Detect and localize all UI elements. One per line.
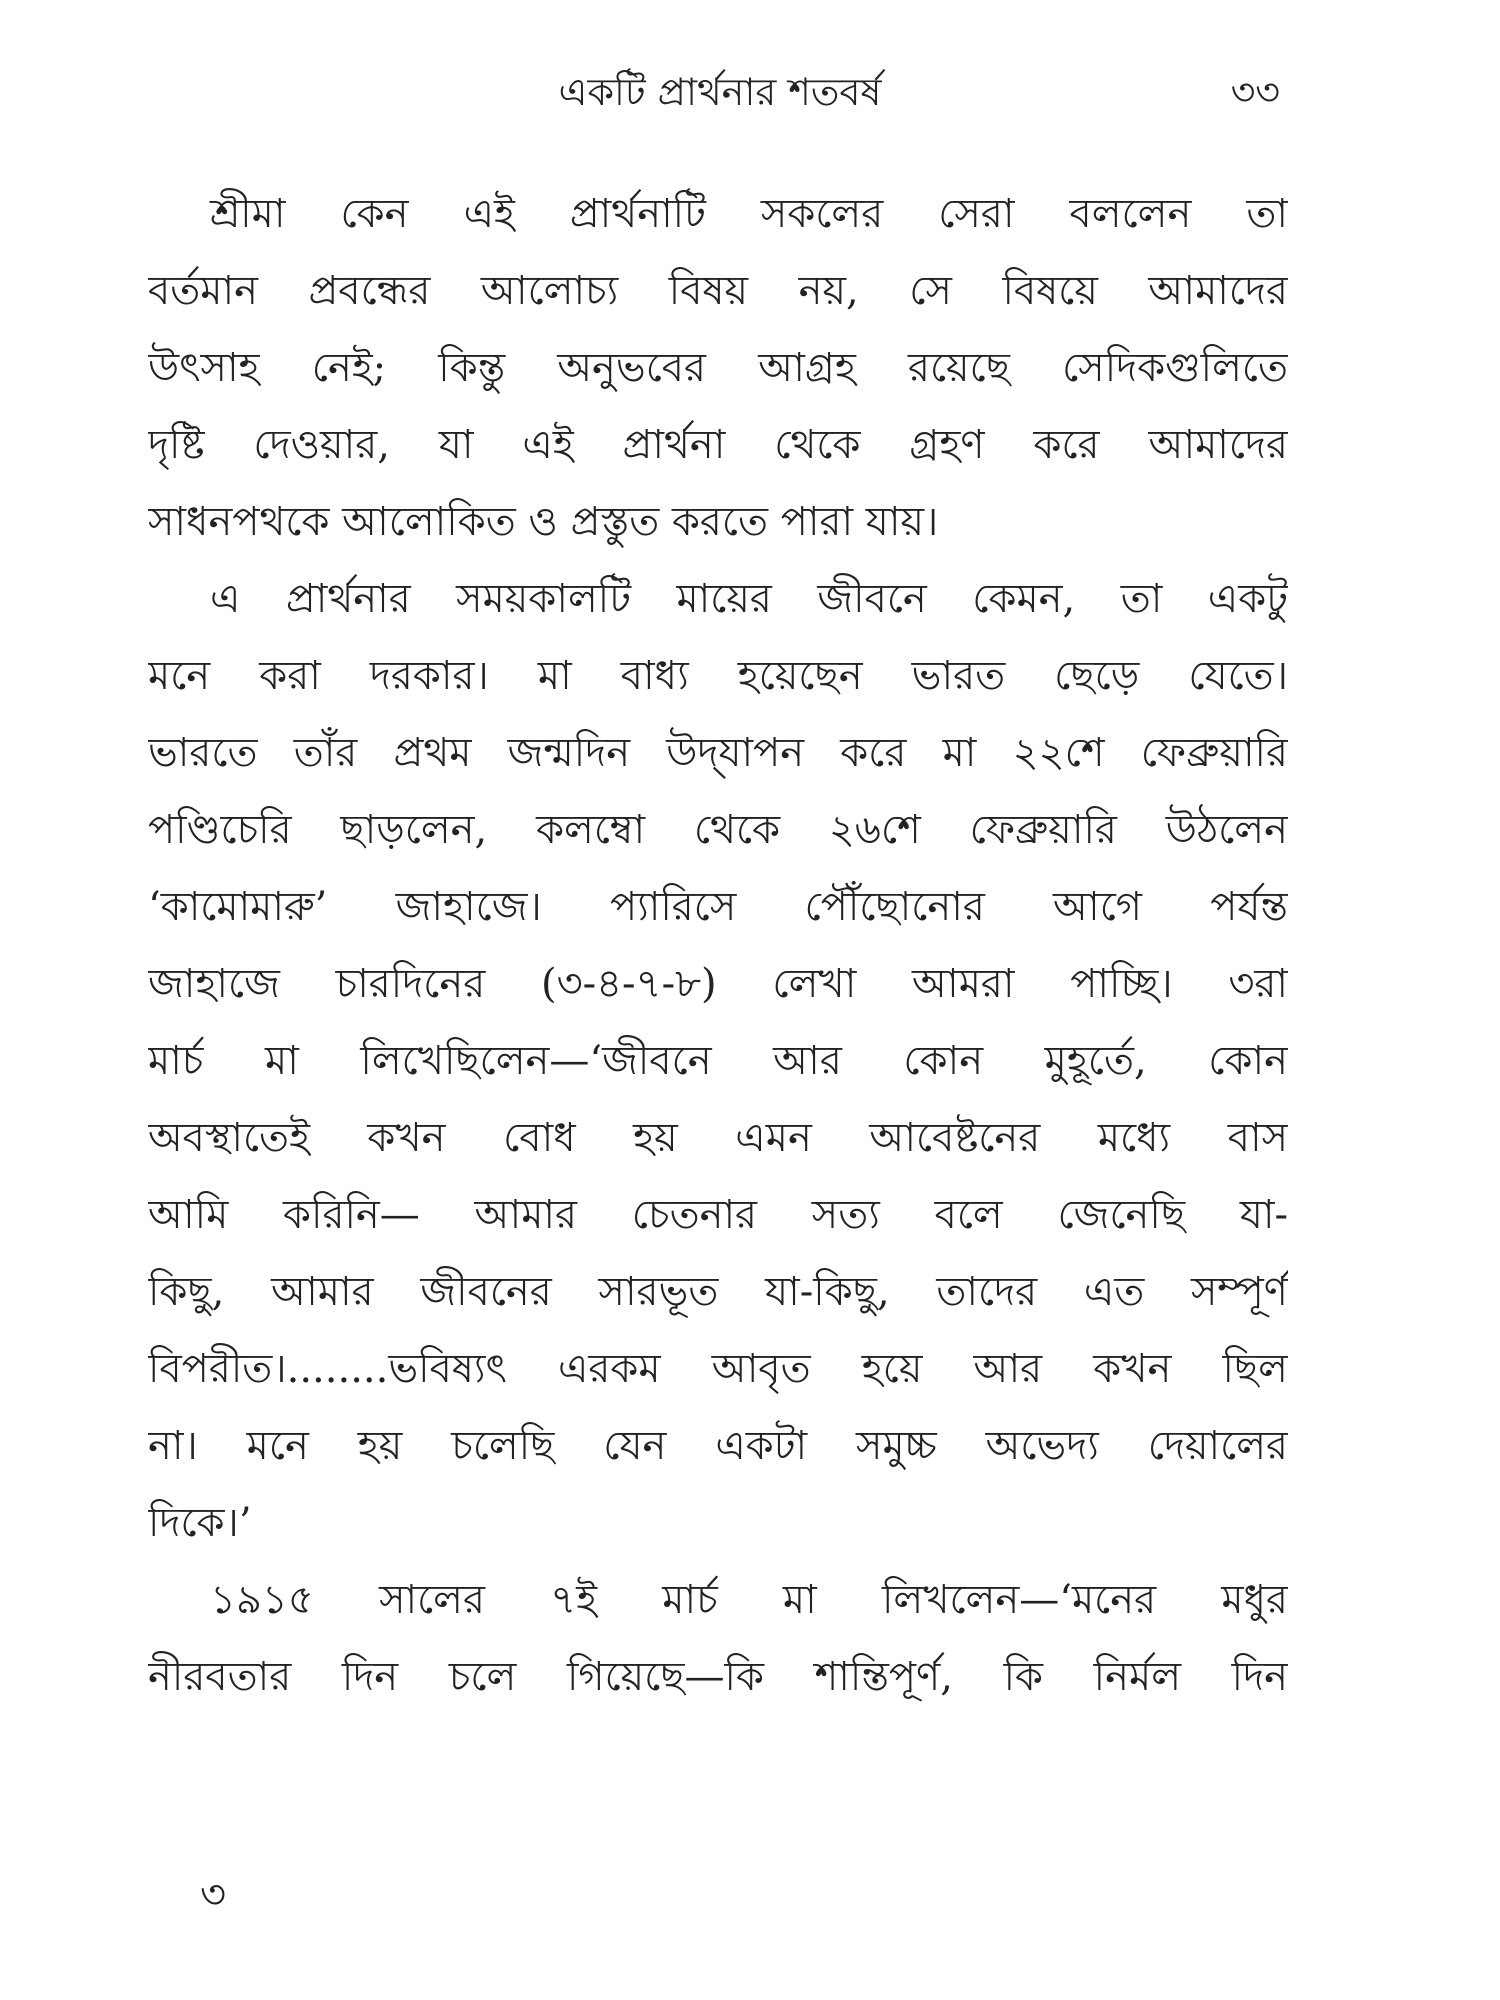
- text-line: কিছু, আমার জীবনের সারভূত যা-কিছু, তাদের এত সম্পূর্ণ: [148, 1269, 1288, 1315]
- text-line: আমি করিনি— আমার চেতনার সত্য বলে জেনেছি যা-: [148, 1192, 1288, 1238]
- signature-mark: ৩: [200, 1872, 227, 1918]
- page-number: ৩৩: [1230, 70, 1280, 114]
- text-line: মার্চ মা লিখেছিলেন—‘জীবনে আর কোন মুহূর্তে, কোন: [148, 1038, 1288, 1084]
- paragraph-1: [148, 176, 1288, 561]
- text-line: পণ্ডিচেরি ছাড়লেন, কলম্বো থেকে ২৬শে ফেব্রুয়ারি উঠলেন: [148, 807, 1288, 853]
- text-line: নীরবতার দিন চলে গিয়েছে—কি শান্তিপূর্ণ, কি নির্মল দিন: [148, 1654, 1288, 1700]
- text-line: এ প্রার্থনার সময়কালটি মায়ের জীবনে কেমন, তা একটু: [210, 576, 1288, 622]
- text-line: না। মনে হয় চলেছি যেন একটা সমুচ্চ অভেদ্য দেয়ালের: [148, 1423, 1288, 1469]
- text-line: উৎসাহ নেই; কিন্তু অনুভবের আগ্রহ রয়েছে সেদিকগুলিতে: [148, 345, 1288, 391]
- text-line: জাহাজে চারদিনের (৩-৪-৭-৮) লেখা আমরা পাচ্ছি। ৩রা: [148, 961, 1288, 1007]
- text-line: ১৯১৫ সালের ৭ই মার্চ মা লিখলেন—‘মনের মধুর: [210, 1577, 1288, 1623]
- body-text: [148, 176, 1288, 1716]
- text-line: অবস্থাতেই কখন বোধ হয় এমন আবেষ্টনের মধ্যে বাস: [148, 1115, 1288, 1161]
- text-line: দিকে।’: [148, 1500, 252, 1546]
- paragraph-2: [148, 561, 1288, 1562]
- running-title: একটি প্রার্থনার শতবর্ষ: [558, 70, 882, 114]
- text-line: দৃষ্টি দেওয়ার, যা এই প্রার্থনা থেকে গ্রহণ করে আমাদের: [148, 422, 1288, 468]
- text-line: সাধনপথকে আলোকিত ও প্রস্তুত করতে পারা যায়।: [148, 499, 939, 545]
- paragraph-3: [148, 1562, 1288, 1716]
- text-line: মনে করা দরকার। মা বাধ্য হয়েছেন ভারত ছেড়ে যেতে।: [148, 653, 1288, 699]
- text-line: ‘কামোমারু’ জাহাজে। প্যারিসে পৌঁছোনোর আগে পর্যন্ত: [148, 884, 1288, 930]
- text-line: বিপরীত।........ভবিষ্যৎ এরকম আবৃত হয়ে আর কখন ছিল: [148, 1346, 1288, 1392]
- running-head: [150, 62, 1290, 122]
- text-line: ভারতে তাঁর প্রথম জন্মদিন উদ্‌যাপন করে মা ২২শে ফেব্রুয়ারি: [148, 730, 1288, 776]
- text-line: বর্তমান প্রবন্ধের আলোচ্য বিষয় নয়, সে বিষয়ে আমাদের: [148, 268, 1288, 314]
- text-line: শ্রীমা কেন এই প্রার্থনাটি সকলের সেরা বললেন তা: [210, 191, 1288, 237]
